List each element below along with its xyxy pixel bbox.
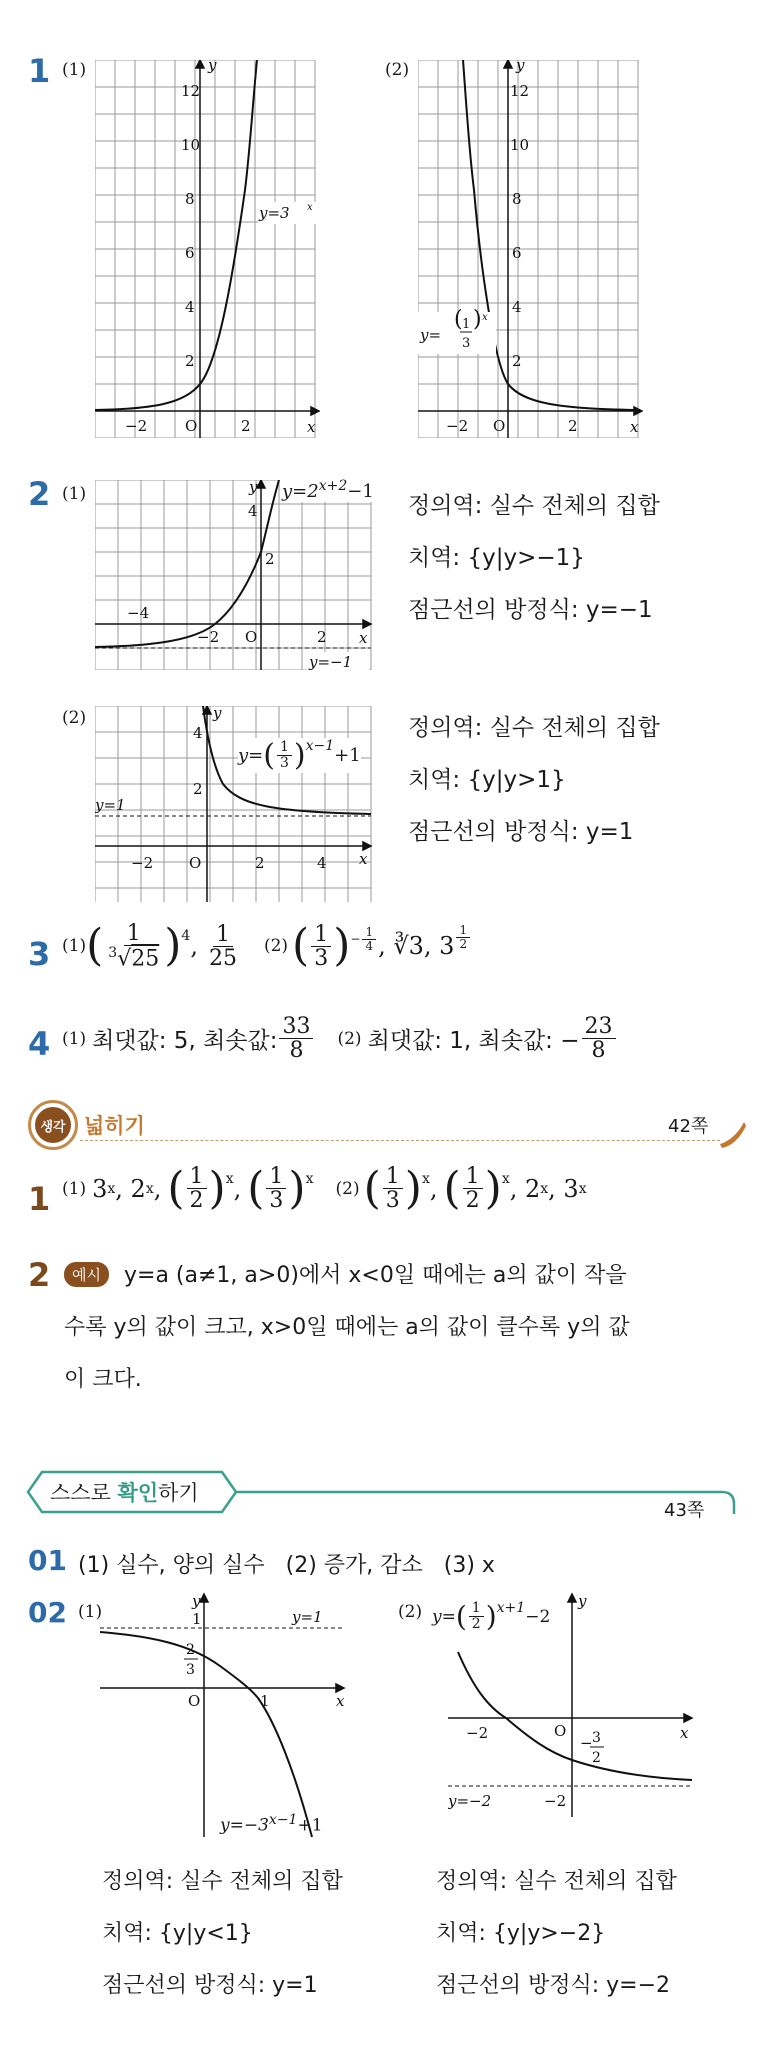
p2-2-answer [408,702,660,858]
tick-y: 6 [512,244,522,262]
svg-text:−: − [580,1734,593,1752]
domain-text: 정의역: 실수 전체의 집합 [408,715,660,741]
asymptote-text: 점근선의 방정식: y=1 [408,819,634,845]
tick-y: 6 [185,244,195,262]
tick-y: 2 [193,780,203,798]
axis-x-label: x [680,1724,689,1742]
p2-sub-2: (2) [62,708,87,728]
curve-frac-den: 3 [462,336,471,351]
q02-number: 02 [28,1596,67,1629]
page-ref: 42쪽 [668,1116,709,1137]
q01-number: 01 [28,1544,67,1577]
range-text: 치역: {y|y<1} [102,1921,253,1946]
asymptote-label: y=1 [292,1608,323,1626]
range-text: 치역: {y|y>−2} [436,1921,606,1946]
t1-answer: (1) 3 x , 2 x , ( $\frac{1}{2}$ ) $^x$ , ( $\frac{1}{3}$ ) $^x$ (2) ( $\frac{1}{3}$ ) $^x$ , ( $\frac{1}{2}$ ) $^x$ , 2 x , 3 x [62,1162,587,1214]
tick-x: 1 [260,1692,270,1710]
tick-y: 2 [265,550,275,568]
graph-q02-1 [100,1592,360,1842]
origin-label: O [245,628,258,646]
axis-y-label: y [249,480,258,496]
domain-text: 정의역: 실수 전체의 집합 [102,1869,343,1894]
axis-y-label: y [516,60,525,74]
asymptote-label: y=−2 [448,1792,492,1810]
range-text: 치역: {y|y>−1} [408,545,585,571]
origin-label: O [493,417,506,435]
tick-y: 12 [181,82,201,100]
axis-x-label: x [336,1692,345,1710]
p2-sub-1: (1) [62,484,87,504]
asymptote-label: y=−1 [309,653,353,670]
axis-x-label: x [359,629,368,647]
graph-2-1 [95,480,373,670]
graph-q02-2 [448,1592,696,1822]
pencil-icon [718,1120,746,1148]
svg-text:): ) [473,307,482,332]
tick-y: 10 [510,136,530,154]
curve-label-exp: x [482,312,488,323]
svg-text:(: ( [454,307,463,332]
section-title: 넓히기 [84,1114,145,1138]
domain-text: 정의역: 실수 전체의 집합 [408,493,660,519]
tick-y: 2 [512,352,522,370]
curve-label: y= [420,326,442,344]
q02-1-curve-label: $y=-3^{x-1}+1$ [220,1812,323,1836]
curve-frac-num: 1 [462,317,471,332]
axis-y-label: y [192,1592,201,1610]
tick-y: −2 [544,1792,567,1810]
range-text: 치역: {y|y>1} [408,767,566,793]
section2-title: 스스로 확인하기 [50,1481,199,1505]
tick-frac-den: 3 [186,1662,195,1678]
axis-x-label: x [630,418,639,436]
axis-x-label: x [307,418,316,436]
p1-sub-1: (1) [62,60,87,80]
p4-sub-2: (2) [337,1028,362,1049]
problem-3-number: 3 [28,935,51,973]
q01-answer: (1) 실수, 양의 실수 (2) 증가, 감소 (3) x [78,1553,495,1578]
tick-y: 8 [185,190,195,208]
asymptote-text: 점근선의 방정식: y=−2 [436,1973,671,1998]
tick-x: −2 [446,417,469,435]
asymptote-label: y=1 [95,796,126,814]
tick-x: −4 [127,604,150,622]
p4-sub-1: (1) [62,1028,87,1049]
tick-y: 2 [185,352,195,370]
axis-y-label: y [213,706,222,722]
tick-y: 12 [510,82,530,100]
section-divider [80,1140,720,1141]
axis-y-label: y [578,1592,587,1610]
tick-x: −2 [466,1724,489,1742]
domain-text: 정의역: 실수 전체의 집합 [436,1869,677,1894]
tick-x: −2 [197,628,220,646]
asymptote-text: 점근선의 방정식: y=1 [102,1973,318,1998]
q02-1-answer [102,1856,343,2012]
origin-label: O [185,417,198,435]
tick-y: 4 [248,502,258,520]
q02-sub-1: (1) [78,1602,103,1622]
tick-x: −2 [125,417,148,435]
tick-frac-num: 3 [592,1730,601,1746]
tick-frac-den: 2 [592,1750,601,1766]
p3-sub-1: (1) [62,936,87,957]
graph-1-2 [418,60,643,438]
p2-1-answer [408,480,660,636]
example-badge: 예시 [64,1262,109,1287]
t2-line-2: 수록 y의 값이 크고, x>0일 때에는 a의 값이 클수록 y의 값 [64,1315,630,1340]
graph-2-2-curve-label: y= ( $\frac{1}{3}$ ) $^{x-1}$ +1 [238,738,361,773]
tick-y: 4 [193,724,203,742]
asymptote-text: 점근선의 방정식: y=−1 [408,597,653,623]
graph-2-1-curve-label: $y=2^{x+2}-1$ [282,478,374,502]
curve-label-exp: x [307,202,313,213]
tick-x: 4 [317,854,327,872]
t2-number: 2 [28,1256,51,1294]
tick-x: 2 [241,417,251,435]
tick-x: −2 [131,854,154,872]
axis-x-label: x [359,850,368,868]
tick-y: 4 [512,298,522,316]
t1-number: 1 [28,1180,51,1218]
curve-label: y=3 [259,204,290,222]
graph-2-2 [95,706,373,902]
origin-label: O [188,1692,201,1710]
q02-2-answer [436,1856,677,2012]
axis-y-label: y [208,60,217,74]
page-ref-2: 43쪽 [664,1500,705,1521]
section-badge: 생각 [28,1100,78,1150]
tick-y: 1 [192,1610,202,1628]
p3-sub-2: (2) [263,936,289,957]
problem-1-number: 1 [28,52,51,90]
p3-answer: (1) ( $\frac{1}{^3√25}$ ) $^4$ , $\frac{1}{25}$ (2) ( $\frac{1}{3}$ ) − $\frac{1}{4}$ , ∛3, 3 $\frac{1}{2}$ [62,922,472,971]
problem-4-number: 4 [28,1025,51,1063]
problem-2-number: 2 [28,475,51,513]
tick-frac-num: 2 [186,1642,195,1658]
tick-y: 4 [185,298,195,316]
origin-label: O [554,1722,567,1740]
origin-label: O [189,854,202,872]
tick-x: 2 [568,417,578,435]
tick-x: 2 [255,854,265,872]
t2-line-3: 이 크다. [64,1367,142,1392]
p4-answer: (1) 최댓값: 5, 최솟값: $\frac{33}{8}$ (2) 최댓값: 1, 최솟값: − $\frac{23}{8}$ [62,1015,618,1062]
tick-x: 2 [317,628,327,646]
q02-2-curve-label: y= ( $\frac{1}{2}$ ) $^{x+1}$ −2 [432,1600,551,1633]
q02-sub-2: (2) [398,1602,423,1622]
p1-sub-2: (2) [385,60,410,80]
t2-line-1: y=a (a≠1, a>0)에서 x<0일 때에는 a의 값이 작을 [124,1263,627,1288]
tick-y: 10 [181,136,201,154]
graph-1-1 [95,60,320,438]
tick-y: 8 [512,190,522,208]
